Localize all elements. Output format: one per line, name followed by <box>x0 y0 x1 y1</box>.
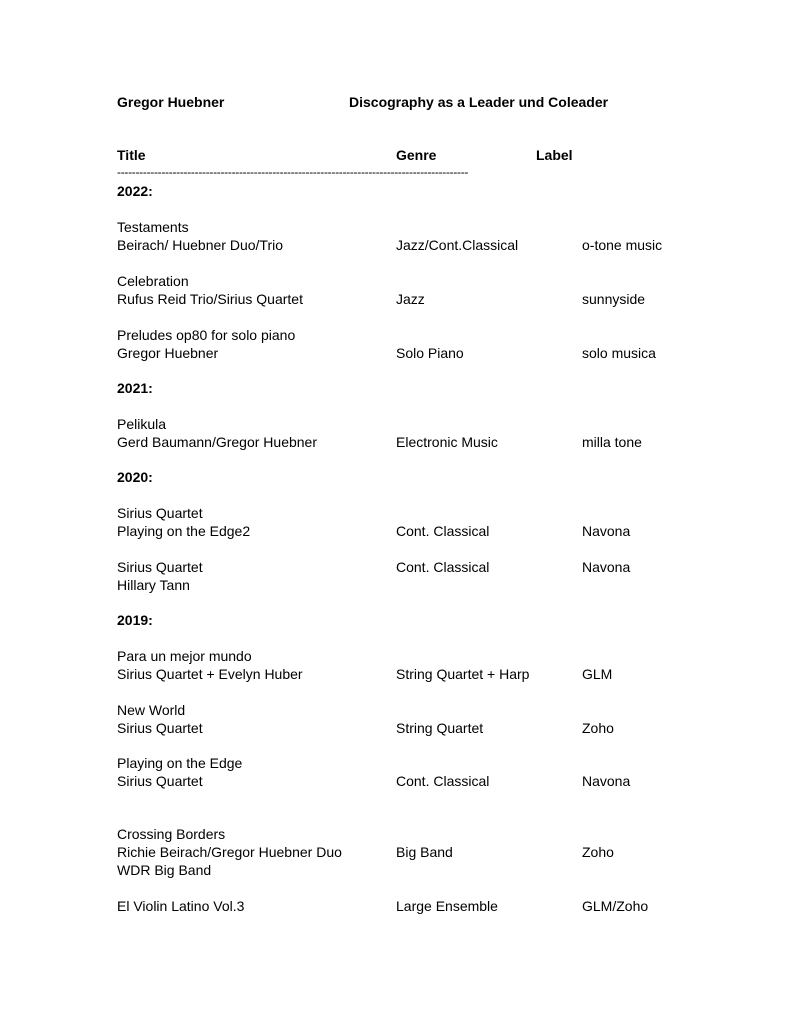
entry-title-line: Sirius Quartet <box>117 505 203 521</box>
document-title: Discography as a Leader und Coleader <box>349 94 609 110</box>
entry-label: solo musica <box>582 345 656 361</box>
year-heading-2021: 2021: <box>117 380 153 396</box>
entry-genre: Jazz <box>396 291 425 307</box>
entry-title-line: Pelikula <box>117 416 167 432</box>
entry-title-line: Crossing Borders <box>117 826 226 842</box>
entry-label: GLM <box>582 666 613 682</box>
column-header-genre: Genre <box>396 147 437 163</box>
entry-genre: Electronic Music <box>396 434 498 450</box>
entry-genre: Cont. Classical <box>396 559 490 575</box>
entry-title-line: Gerd Baumann/Gregor Huebner <box>117 434 317 450</box>
entry-label: Zoho <box>582 720 614 736</box>
entry-title-line: Hillary Tann <box>117 577 190 593</box>
entry-genre: String Quartet <box>396 720 484 736</box>
entry-title-line: Sirius Quartet + Evelyn Huber <box>117 666 303 682</box>
column-header-title: Title <box>117 147 146 163</box>
entry-genre: String Quartet + Harp <box>396 666 530 682</box>
entry-label: Navona <box>582 773 631 789</box>
year-heading-2022: 2022: <box>117 183 153 199</box>
entry-title-line: Celebration <box>117 273 189 289</box>
entry-title-line: Sirius Quartet <box>117 559 203 575</box>
entry-title-line: Testaments <box>117 219 189 235</box>
entry-genre: Large Ensemble <box>396 898 498 914</box>
author-name: Gregor Huebner <box>117 94 225 110</box>
entry-title-line: WDR Big Band <box>117 862 212 878</box>
entry-title-line: Richie Beirach/Gregor Huebner Duo <box>117 844 342 860</box>
entry-title-line: New World <box>117 702 186 718</box>
entry-title-line: Rufus Reid Trio/Sirius Quartet <box>117 291 303 307</box>
entry-label: Zoho <box>582 844 614 860</box>
header-rule: ----------------------------------------------------------------------------------------------- <box>117 165 469 179</box>
entry-title-line: Sirius Quartet <box>117 720 203 736</box>
entry-title-line: Preludes op80 for solo piano <box>117 327 296 343</box>
column-header-label: Label <box>536 147 573 163</box>
year-heading-2019: 2019: <box>117 612 153 628</box>
entry-label: o-tone music <box>582 237 663 253</box>
year-heading-2020: 2020: <box>117 469 153 485</box>
entry-title-line: Para un mejor mundo <box>117 648 252 664</box>
entry-genre: Solo Piano <box>396 345 464 361</box>
entry-title-line: Playing on the Edge2 <box>117 523 251 539</box>
entry-label: Navona <box>582 523 631 539</box>
entry-genre: Cont. Classical <box>396 773 490 789</box>
entry-genre: Cont. Classical <box>396 523 490 539</box>
entry-label: milla tone <box>582 434 642 450</box>
entry-title-line: Gregor Huebner <box>117 345 219 361</box>
entry-label: Navona <box>582 559 631 575</box>
entry-title-line: Beirach/ Huebner Duo/Trio <box>117 237 284 253</box>
entry-genre: Jazz/Cont.Classical <box>396 237 519 253</box>
entry-label: GLM/Zoho <box>582 898 649 914</box>
entry-title-line: Sirius Quartet <box>117 773 203 789</box>
entry-title-line: Playing on the Edge <box>117 755 243 771</box>
entry-label: sunnyside <box>582 291 646 307</box>
entry-title-line: El Violin Latino Vol.3 <box>117 898 245 914</box>
entry-genre: Big Band <box>396 844 453 860</box>
